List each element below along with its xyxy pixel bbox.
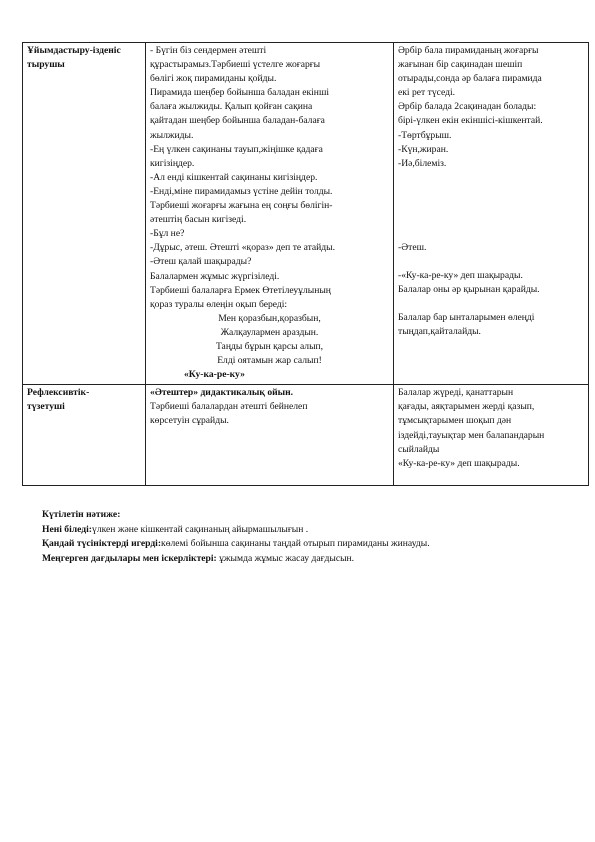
text-line: кигізіңдер. <box>150 157 195 169</box>
text-line: Әрбір балада 2сақинадан болады: <box>398 101 537 113</box>
text-line: Балалар оны әр қырынан қарайды. <box>398 284 540 296</box>
result-text: ұжымда жұмыс жасау дағдысын. <box>216 552 355 564</box>
text-line: бөлігі жоқ пирамиданы қойды. <box>150 73 277 85</box>
table-row <box>23 43 589 385</box>
stage-label: түзетуші <box>27 401 65 413</box>
result-text: көлемі бойынша сақинаны таңдай отырып пирамиданы жинауды. <box>161 538 430 549</box>
text-line: Тәрбиеші жоғарғы жағына ең соңғы бөлігін- <box>150 200 333 212</box>
result-label: Қандай түсініктерді игерді: <box>42 538 162 549</box>
result-understand <box>42 537 562 552</box>
text-line: - Бүгін біз сендермен әтешті <box>150 45 267 56</box>
poem-line: Таңды бұрын қарсы алып, <box>215 340 324 352</box>
stage-label: Ұйымдастыру-ізденіс <box>27 45 121 56</box>
text-line: отырады,сонда әр балаға пирамида <box>398 73 542 85</box>
text-line: іздейді,тауықтар мен балапандарын <box>398 429 545 441</box>
text-line: -Бұл не? <box>150 228 185 240</box>
text-line: -Төртбұрыш. <box>398 129 452 141</box>
text-line: қайтадан шеңбер бойынша баладан-балаға <box>150 115 325 127</box>
poem-ending: «Ку-ка-ре-ку» <box>184 369 245 381</box>
text-line: екі рет түседі. <box>398 87 456 99</box>
text-line: -Енді,міне пирамидамыз үстіне дейін толды. <box>150 185 333 197</box>
poem-line: Мен қоразбын,қоразбын, <box>218 312 321 324</box>
text-line: Әрбір бала пирамиданың жоғарғы <box>398 45 539 56</box>
text-line: Балалар бар ынталарымен өлеңді <box>398 312 535 324</box>
text-line: жылжиды. <box>150 129 194 141</box>
text-line: -Ал енді кішкентай сақинаны кигізіңдер. <box>150 171 318 183</box>
stage-cell <box>23 43 146 385</box>
text-line: жағынан бір сақинадан шешіп <box>398 59 523 71</box>
result-know <box>42 523 562 538</box>
expected-results <box>42 508 562 566</box>
text-line: Балалармен жұмыс жүргізіледі. <box>150 270 280 282</box>
text-line: -Иә,білеміз. <box>398 157 447 169</box>
text-line: құрастырамыз.Тәрбиеші үстелге жоғарғы <box>150 59 321 71</box>
table-row <box>23 385 589 486</box>
text-line: балаға жылжиды. Қалып қойған сақина <box>150 101 313 113</box>
teacher-activity-cell <box>146 43 394 385</box>
lesson-plan-table <box>22 42 589 486</box>
text-line: Пирамида шеңбер бойынша баладан екінші <box>150 87 329 99</box>
poem-line: Елді оятамын жар салып! <box>217 355 322 367</box>
result-skills <box>42 552 562 567</box>
text-line: қораз туралы өлеңін оқып береді: <box>150 298 288 310</box>
game-title: «Әтештер» дидактикалық ойын. <box>150 387 294 399</box>
result-label: Нені біледі: <box>42 523 93 535</box>
text-line: «Ку-ка-ре-ку» деп шақырады. <box>398 457 520 469</box>
text-line: -Дұрыс, әтеш. Әтешті «қораз» деп те атайды. <box>150 242 336 254</box>
text-line: Тәрбиеші балалардан әтешті бейнелеп <box>150 401 308 413</box>
teacher-activity-cell <box>146 385 394 486</box>
text-line: тыңдап,қайталайды. <box>398 326 481 338</box>
text-line: -Әтеш. <box>398 241 427 253</box>
text-line: сыйлайды <box>398 443 440 455</box>
text-line: -Күн,жиран. <box>398 143 449 155</box>
text-line: бірі-үлкен екін екіншісі-кішкентай. <box>398 115 543 127</box>
text-line: -Ең үлкен сақинаны тауып,жіңішке қадаға <box>150 143 323 155</box>
poem-line: Жалқаулармен араздын. <box>220 326 319 338</box>
results-heading: Күтілетін нәтиже: <box>42 509 121 520</box>
children-activity-cell <box>394 43 589 385</box>
text-line: Тәрбиеші балаларға Ермек Өтетілеуұлының <box>150 284 331 296</box>
text-line: Балалар жүреді, қанаттарын <box>398 387 514 399</box>
children-activity-cell <box>394 385 589 486</box>
result-text: үлкен және кішкентай сақинаның айырмашылығын . <box>92 523 309 535</box>
stage-label: тырушы <box>27 59 65 71</box>
result-label: Меңгерген дағдылары мен іскерліктері: <box>42 552 217 564</box>
text-line: -«Ку-ка-ре-ку» деп шақырады. <box>398 269 523 281</box>
text-line: қағады, аяқтарымен жерді қазып, <box>398 401 535 413</box>
stage-label: Рефлексивтік- <box>27 387 90 399</box>
text-line: -Әтеш қалай шақырады? <box>150 256 252 268</box>
stage-cell <box>23 385 146 486</box>
text-line: тұмсықтарымен шоқып дән <box>398 415 512 427</box>
text-line: көрсетуін сұрайды. <box>150 415 229 427</box>
text-line: әтештің басын кигізеді. <box>150 214 247 226</box>
